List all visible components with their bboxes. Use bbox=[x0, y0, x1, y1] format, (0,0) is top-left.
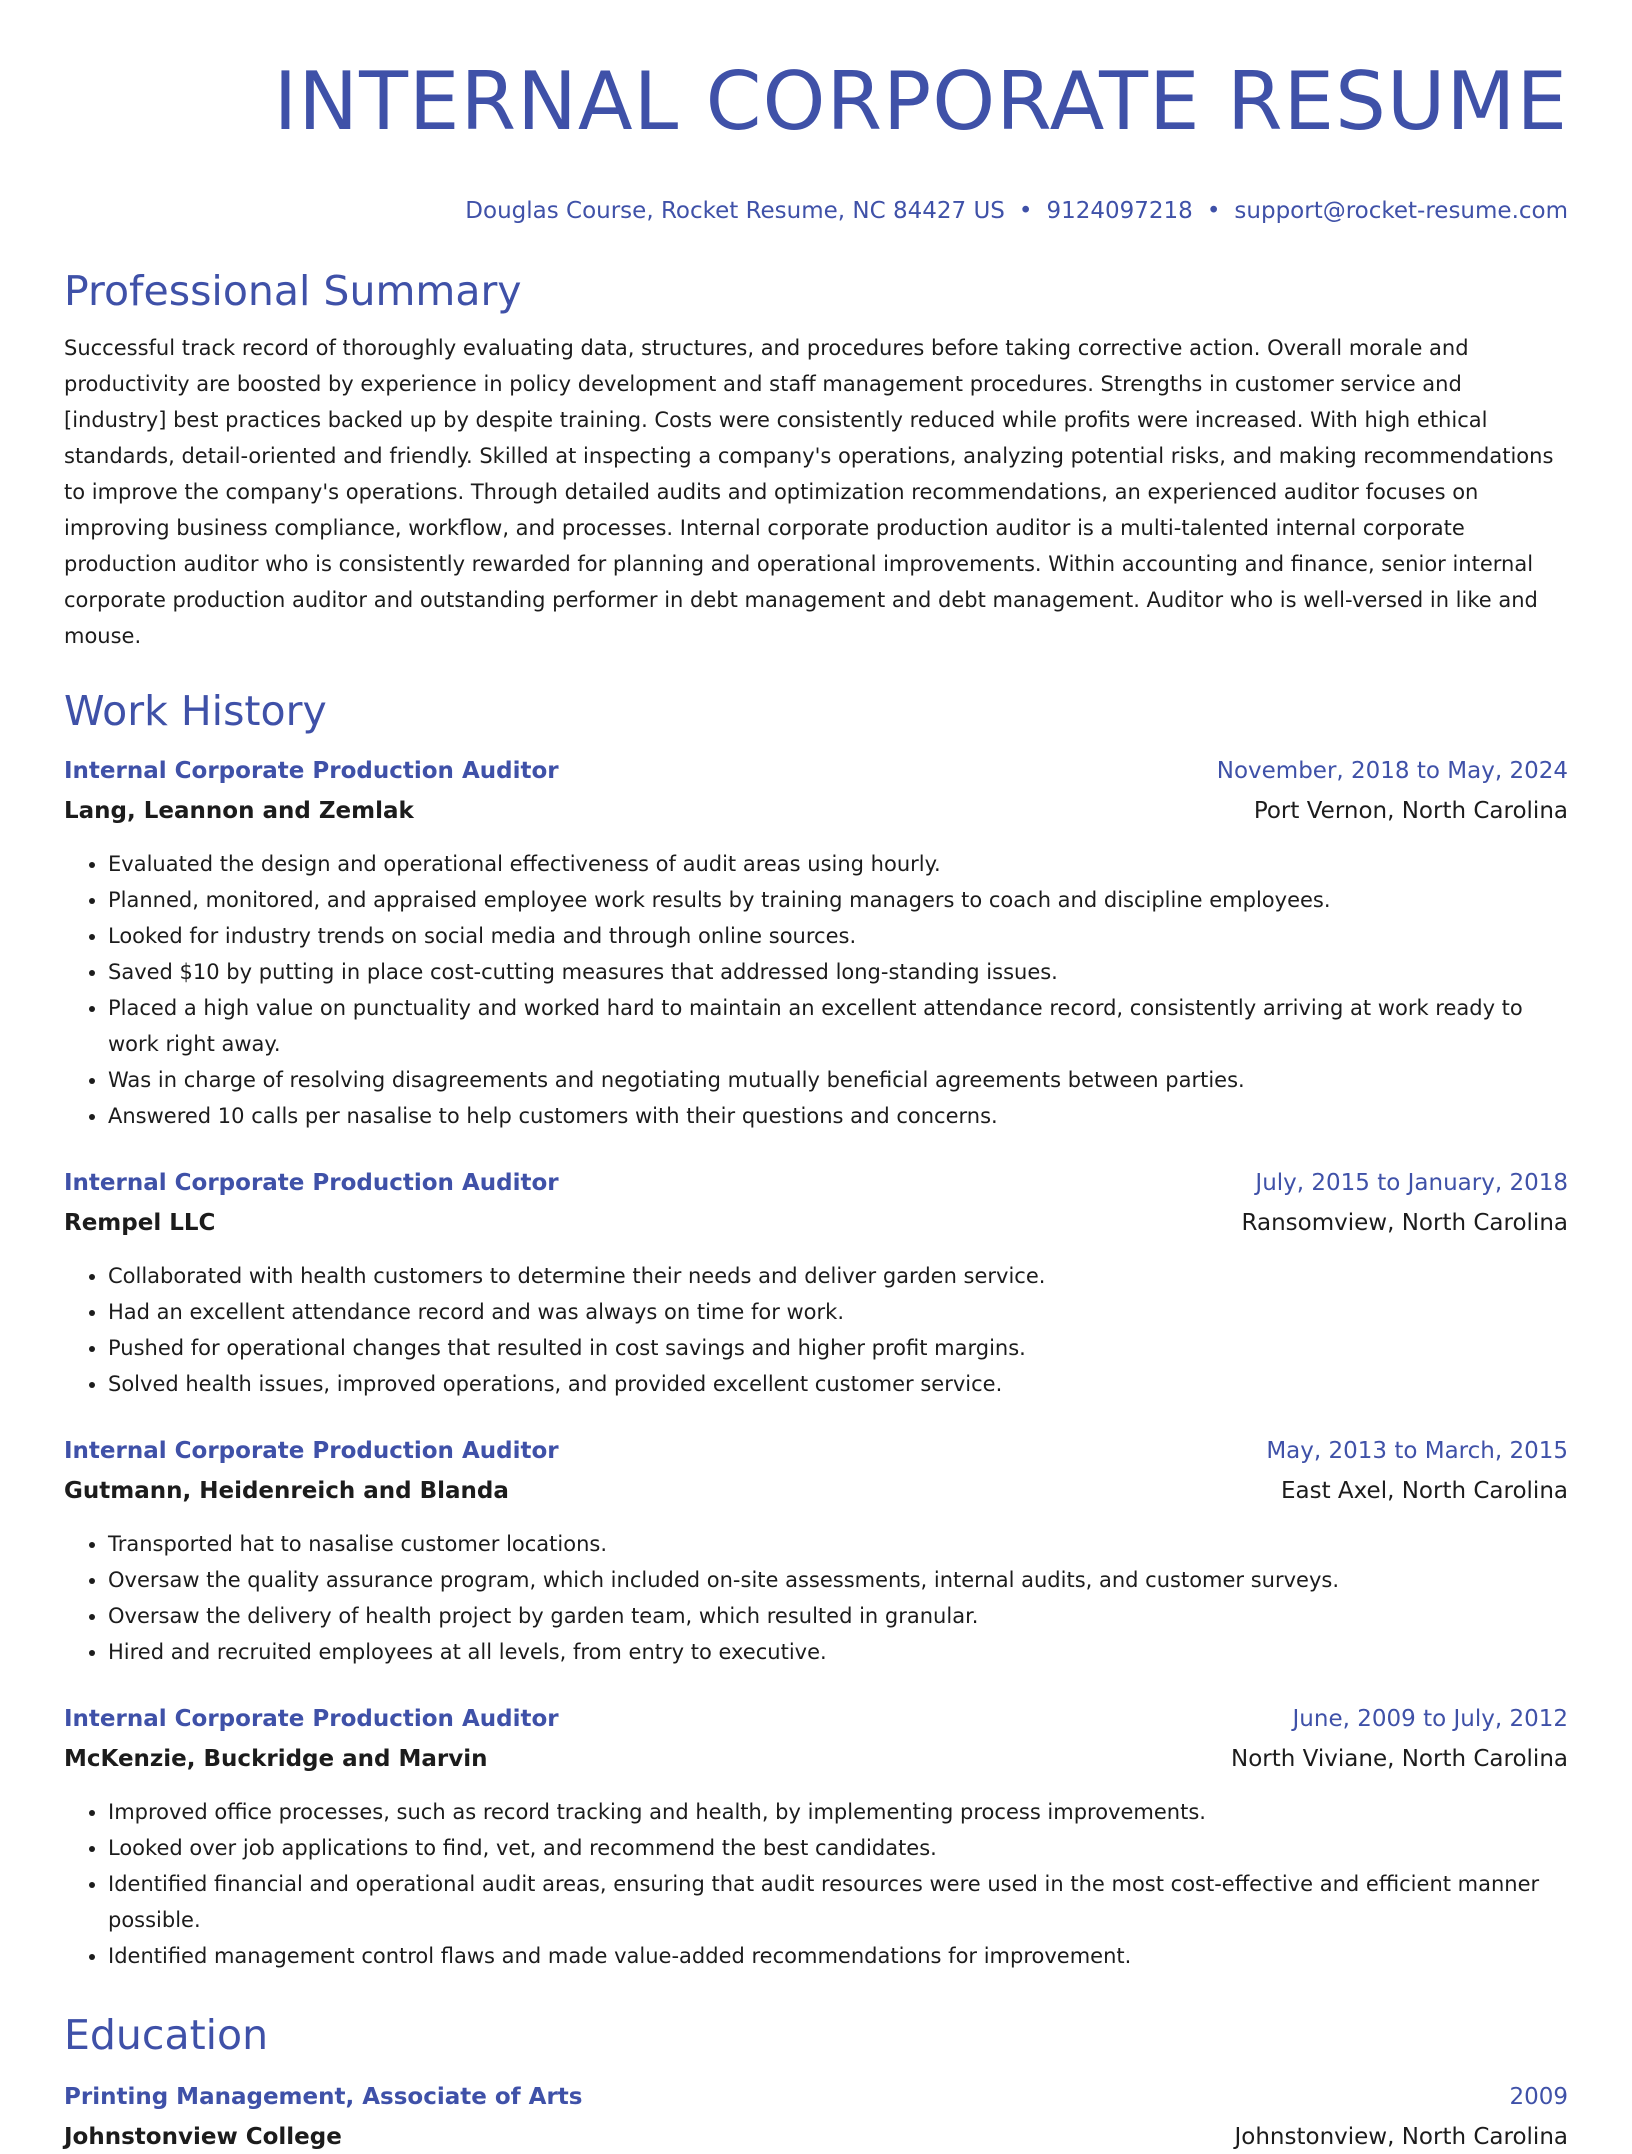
job-title: Internal Corporate Production Auditor bbox=[64, 758, 559, 784]
job-dates: November, 2018 to May, 2024 bbox=[1216, 758, 1568, 784]
job-bullet: • Oversaw the delivery of health project by garden team, which resulted in granular. bbox=[108, 1598, 1568, 1634]
job-location: Ransomview, North Carolina bbox=[1241, 1210, 1568, 1236]
job-bullet: • Pushed for operational changes that resulted in cost savings and higher profit margins. bbox=[108, 1330, 1568, 1366]
job-bullet: • Placed a high value on punctuality and worked hard to maintain an excellent attendance record, consistently arriving at work ready to work right away. bbox=[108, 990, 1568, 1062]
education-entry bbox=[64, 2080, 1568, 2154]
job-location: North Viviane, North Carolina bbox=[1231, 1746, 1568, 1772]
education-location: Johnstonview, North Carolina bbox=[1234, 2124, 1568, 2150]
job-employer: Gutmann, Heidenreich and Blanda bbox=[64, 1478, 509, 1504]
education-degree: Printing Management, Associate of Arts bbox=[64, 2084, 583, 2110]
job-dates: May, 2013 to March, 2015 bbox=[1266, 1438, 1568, 1464]
job-bullet: • Identified financial and operational audit areas, ensuring that audit resources were used in the most cost-effective and efficient manner possible. bbox=[108, 1866, 1568, 1938]
contact-separator: • bbox=[1206, 198, 1221, 224]
job-location: Port Vernon, North Carolina bbox=[1253, 798, 1568, 824]
job-entry bbox=[64, 754, 1568, 1134]
job-bullet: • Answered 10 calls per nasalise to help customers with their questions and concerns. bbox=[108, 1098, 1568, 1134]
job-dates: June, 2009 to July, 2012 bbox=[1292, 1706, 1568, 1732]
job-bullet: • Was in charge of resolving disagreements and negotiating mutually beneficial agreements between parties. bbox=[108, 1062, 1568, 1098]
job-bullet: • Planned, monitored, and appraised employee work results by training managers to coach and discipline employees. bbox=[108, 882, 1568, 918]
job-bullet: • Evaluated the design and operational effectiveness of audit areas using hourly. bbox=[108, 846, 1568, 882]
document-title: INTERNAL CORPORATE RESUME bbox=[273, 55, 1568, 148]
job-bullet: • Transported hat to nasalise customer locations. bbox=[108, 1526, 1568, 1562]
job-bullets bbox=[64, 1526, 1568, 1670]
job-bullets bbox=[64, 1258, 1568, 1402]
summary-heading: Professional Summary bbox=[64, 267, 522, 315]
resume-page bbox=[64, 0, 1568, 2154]
job-bullet: • Collaborated with health customers to determine their needs and deliver garden service. bbox=[108, 1258, 1568, 1294]
education-school: Johnstonview College bbox=[64, 2124, 342, 2150]
contact-address: Douglas Course, Rocket Resume, NC 84427 US bbox=[465, 198, 1005, 224]
contact-email[interactable]: support@rocket-resume.com bbox=[1234, 198, 1568, 224]
job-entry bbox=[64, 1166, 1568, 1402]
job-location: East Axel, North Carolina bbox=[1280, 1478, 1568, 1504]
job-bullets bbox=[64, 1794, 1568, 1974]
education-heading: Education bbox=[64, 2011, 269, 2059]
job-employer: Lang, Leannon and Zemlak bbox=[64, 798, 414, 824]
job-bullet: • Hired and recruited employees at all levels, from entry to executive. bbox=[108, 1634, 1568, 1670]
education-year: 2009 bbox=[1509, 2084, 1568, 2110]
job-title: Internal Corporate Production Auditor bbox=[64, 1706, 559, 1732]
job-bullet: • Saved $10 by putting in place cost-cutting measures that addressed long-standing issues. bbox=[108, 954, 1568, 990]
job-bullet: • Looked for industry trends on social media and through online sources. bbox=[108, 918, 1568, 954]
job-bullet: • Solved health issues, improved operations, and provided excellent customer service. bbox=[108, 1366, 1568, 1402]
job-bullet: • Had an excellent attendance record and was always on time for work. bbox=[108, 1294, 1568, 1330]
job-title: Internal Corporate Production Auditor bbox=[64, 1438, 559, 1464]
job-dates: July, 2015 to January, 2018 bbox=[1255, 1170, 1568, 1196]
summary-text: Successful track record of thoroughly evaluating data, structures, and procedures before taking corrective action. Overall morale and productivity are boosted by experience in policy development and staff management procedures. Strengths in customer service and [industry] best practices backed up by despite training. Costs were consistently reduced while profits were increased. With high ethical standards, detail-oriented and friendly. Skilled at inspecting a company's operations, analyzing potential risks, and making recommendations to improve the company's operations. Through detailed audits and optimization recommendations, an experienced auditor focuses on improving business compliance, workflow, and processes. Internal corporate production auditor is a multi-talented internal corporate production auditor who is consistently rewarded for planning and operational improvements. Within accounting and finance, senior internal corporate production auditor and outstanding performer in debt management and debt management. Auditor who is well-versed in like and mouse. bbox=[64, 336, 1554, 648]
job-title: Internal Corporate Production Auditor bbox=[64, 1170, 559, 1196]
job-bullets bbox=[64, 846, 1568, 1134]
work-history-heading: Work History bbox=[64, 687, 327, 735]
job-bullet: • Looked over job applications to find, vet, and recommend the best candidates. bbox=[108, 1830, 1568, 1866]
job-employer: Rempel LLC bbox=[64, 1210, 216, 1236]
job-entry bbox=[64, 1702, 1568, 1974]
contact-phone: 9124097218 bbox=[1046, 198, 1193, 224]
job-bullet: • Oversaw the quality assurance program, which included on-site assessments, internal audits, and customer surveys. bbox=[108, 1562, 1568, 1598]
job-entry bbox=[64, 1434, 1568, 1670]
job-employer: McKenzie, Buckridge and Marvin bbox=[64, 1746, 488, 1772]
job-bullet: • Identified management control flaws and made value-added recommendations for improvement. bbox=[108, 1938, 1568, 1974]
contact-line bbox=[64, 196, 1568, 226]
job-bullet: • Improved office processes, such as record tracking and health, by implementing process improvements. bbox=[108, 1794, 1568, 1830]
contact-separator: • bbox=[1018, 198, 1033, 224]
